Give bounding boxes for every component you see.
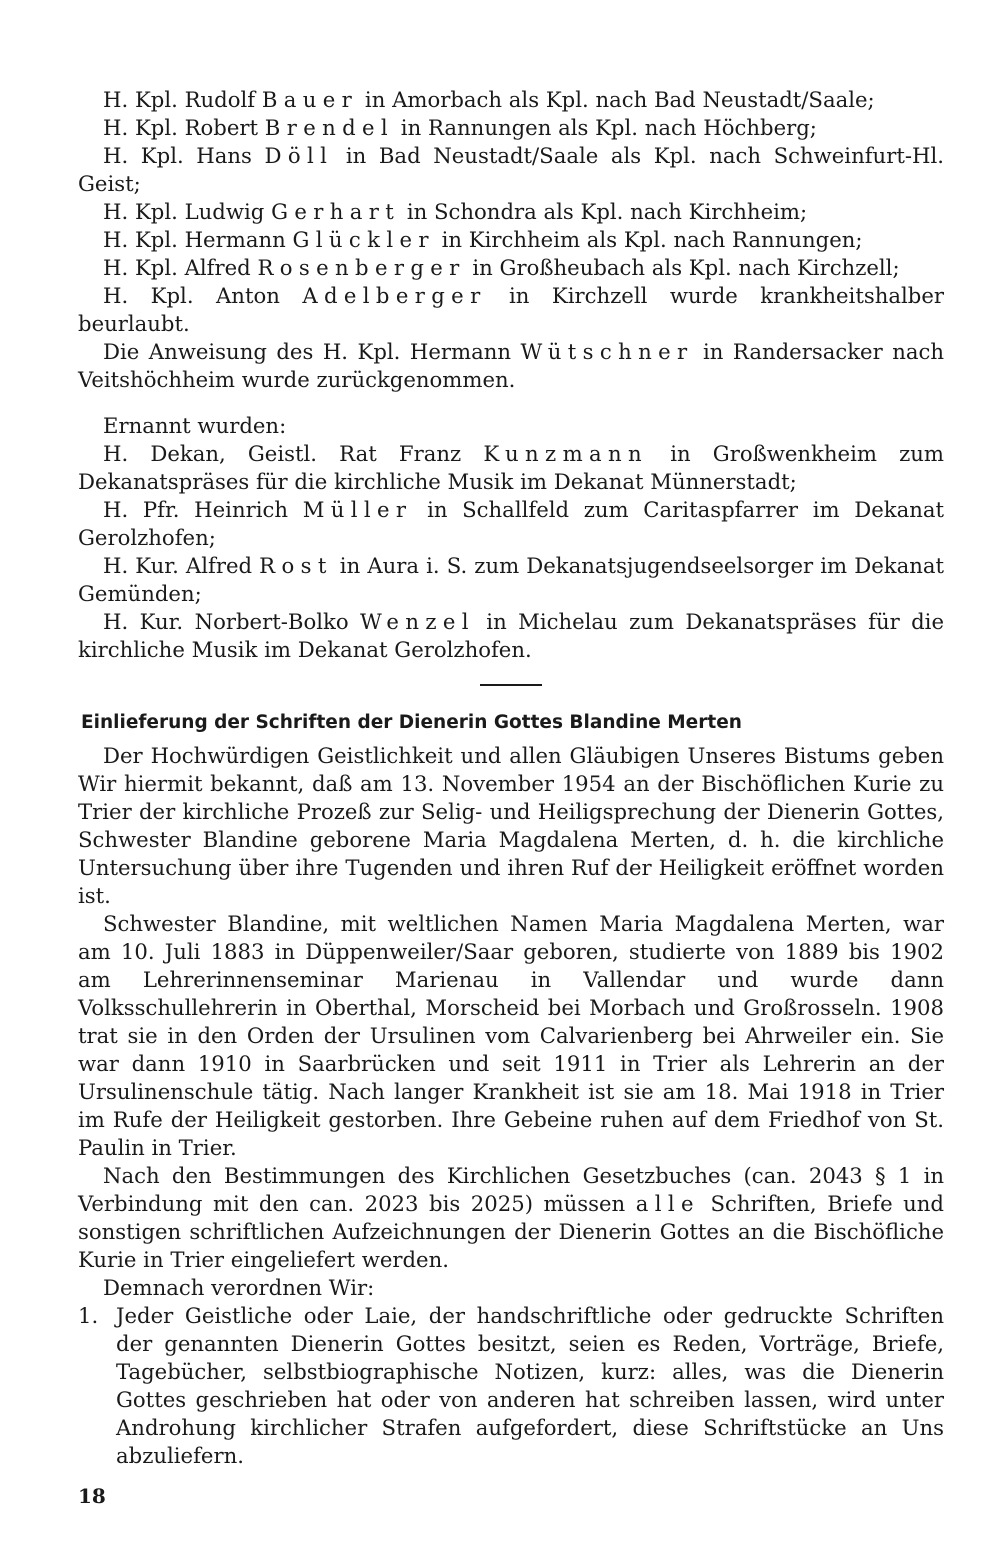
person-name: Döll <box>264 143 334 168</box>
personnel-entry: H. Kpl. Alfred Rosenberger in Großheubach als Kpl. nach Kirchzell; <box>103 255 900 280</box>
emphasis: alle <box>635 1191 700 1216</box>
person-name: Brendel <box>264 115 395 140</box>
revocation-entry: Die Anweisung des H. Kpl. Hermann Wütschner in Randersacker nach Veitshöchheim wurde zurückgenommen. <box>78 339 944 392</box>
person-name: Adelberger <box>302 283 487 308</box>
personnel-entry: H. Kpl. Anton Adelberger in Kirchzell wurde krankheitshalber beurlaubt. <box>78 283 944 336</box>
appointment-entry: H. Pfr. Heinrich Müller in Schallfeld zum Caritaspfarrer im Dekanat Gerolzhofen; <box>78 497 945 550</box>
person-name: Kunzmann <box>483 441 649 466</box>
decree-item <box>78 1302 944 1470</box>
personnel-entry: H. Kpl. Ludwig Gerhart in Schondra als Kpl. nach Kirchheim; <box>103 199 808 224</box>
paragraph: Nach den Bestimmungen des Kirchlichen Gesetzbuches (can. 2043 § 1 in Verbindung mit den can. 2023 bis 2025) müssen alle Schriften, Briefe und sonstigen schriftlichen Aufzeichnungen der Dienerin Gottes an die Bischöfliche Kurie in Trier eingeliefert werden. <box>78 1163 944 1272</box>
appointments-label: Ernannt wurden: <box>103 413 287 438</box>
personnel-entry: H. Kpl. Robert Brendel in Rannungen als Kpl. nach Höchberg; <box>103 115 817 140</box>
person-name: Wenzel <box>360 609 475 634</box>
person-name: Rost <box>259 553 333 578</box>
section-blandine-merten <box>78 710 944 1470</box>
person-name: Wütschner <box>520 339 694 364</box>
appointment-entry: H. Kur. Norbert-Bolko Wenzel in Michelau zum Dekanatspräses für die kirchliche Musik im Dekanat Gerolzhofen. <box>78 609 945 662</box>
personnel-entry: H. Kpl. Hermann Glückler in Kirchheim als Kpl. nach Rannungen; <box>103 227 863 252</box>
paragraph: Der Hochwürdigen Geistlichkeit und allen Gläubigen Unseres Bistums geben Wir hiermit bekannt, daß am 13. November 1954 an der Bischöflichen Kurie zu Trier der kirchliche Prozeß zur Selig- und Heiligsprechung der Dienerin Gottes, Schwester Blandine geborene Maria Magdalena Merten, d. h. die kirchliche Untersuchung über ihre Tugenden und ihren Ruf der Heiligkeit eröffnet worden ist. <box>78 743 944 908</box>
person-name: Gerhart <box>271 199 401 224</box>
person-name: Müller <box>302 497 413 522</box>
personnel-changes <box>78 86 944 394</box>
section-heading: Einlieferung der Schriften der Dienerin Gottes Blandine Merten <box>81 712 742 733</box>
item-text: Jeder Geistliche oder Laie, der handschriftliche oder gedruckte Schriften der genannten Dienerin Gottes besitzt, seien es Reden, Vorträge, Briefe, Tagebücher, selbstbiographische Notizen, kurz: alles, was die Dienerin Gottes geschrieben hat oder von anderen hat schreiben lassen, wird unter Androhung kirchlicher Strafen aufgefordert, diese Schriftstücke an Uns abzuliefern. <box>116 1303 944 1468</box>
person-name: Rosenberger <box>257 255 466 280</box>
decree-intro: Demnach verordnen Wir: <box>103 1275 375 1300</box>
appointments <box>78 412 944 664</box>
section-divider <box>480 684 542 686</box>
appointment-entry: H. Kur. Alfred Rost in Aura i. S. zum Dekanatsjugendseelsorger im Dekanat Gemünden; <box>78 553 945 606</box>
personnel-entry: H. Kpl. Hans Döll in Bad Neustadt/Saale als Kpl. nach Schweinfurt-Hl. Geist; <box>78 143 944 196</box>
paragraph: Schwester Blandine, mit weltlichen Namen Maria Magdalena Merten, war am 10. Juli 1883 in Düppenweiler/Saar geboren, studierte von 1889 bis 1902 am Lehrerinnenseminar Marienau in Vallendar und wurde dann Volksschullehrerin in Oberthal, Morscheid bei Morbach und Großrosseln. 1908 trat sie in den Orden der Ursulinen vom Calvarienberg bei Ahrweiler ein. Sie war dann 1910 in Saarbrücken und seit 1911 in Trier als Lehrerin an der Ursulinenschule tätig. Nach langer Krankheit ist sie am 18. Mai 1918 in Trier im Rufe der Heiligkeit gestorben. Ihre Gebeine ruhen auf dem Friedhof von St. Paulin in Trier. <box>78 911 944 1160</box>
person-name: Bauer <box>261 87 359 112</box>
page-number: 18 <box>78 1484 106 1508</box>
document-page <box>78 86 944 1470</box>
item-number: 1. <box>78 1303 99 1328</box>
person-name: Glückler <box>292 227 435 252</box>
personnel-entry: H. Kpl. Rudolf Bauer in Amorbach als Kpl. nach Bad Neustadt/Saale; <box>103 87 875 112</box>
appointment-entry: H. Dekan, Geistl. Rat Franz Kunzmann in Großwenkheim zum Dekanatspräses für die kirchliche Musik im Dekanat Münnerstadt; <box>78 441 944 494</box>
